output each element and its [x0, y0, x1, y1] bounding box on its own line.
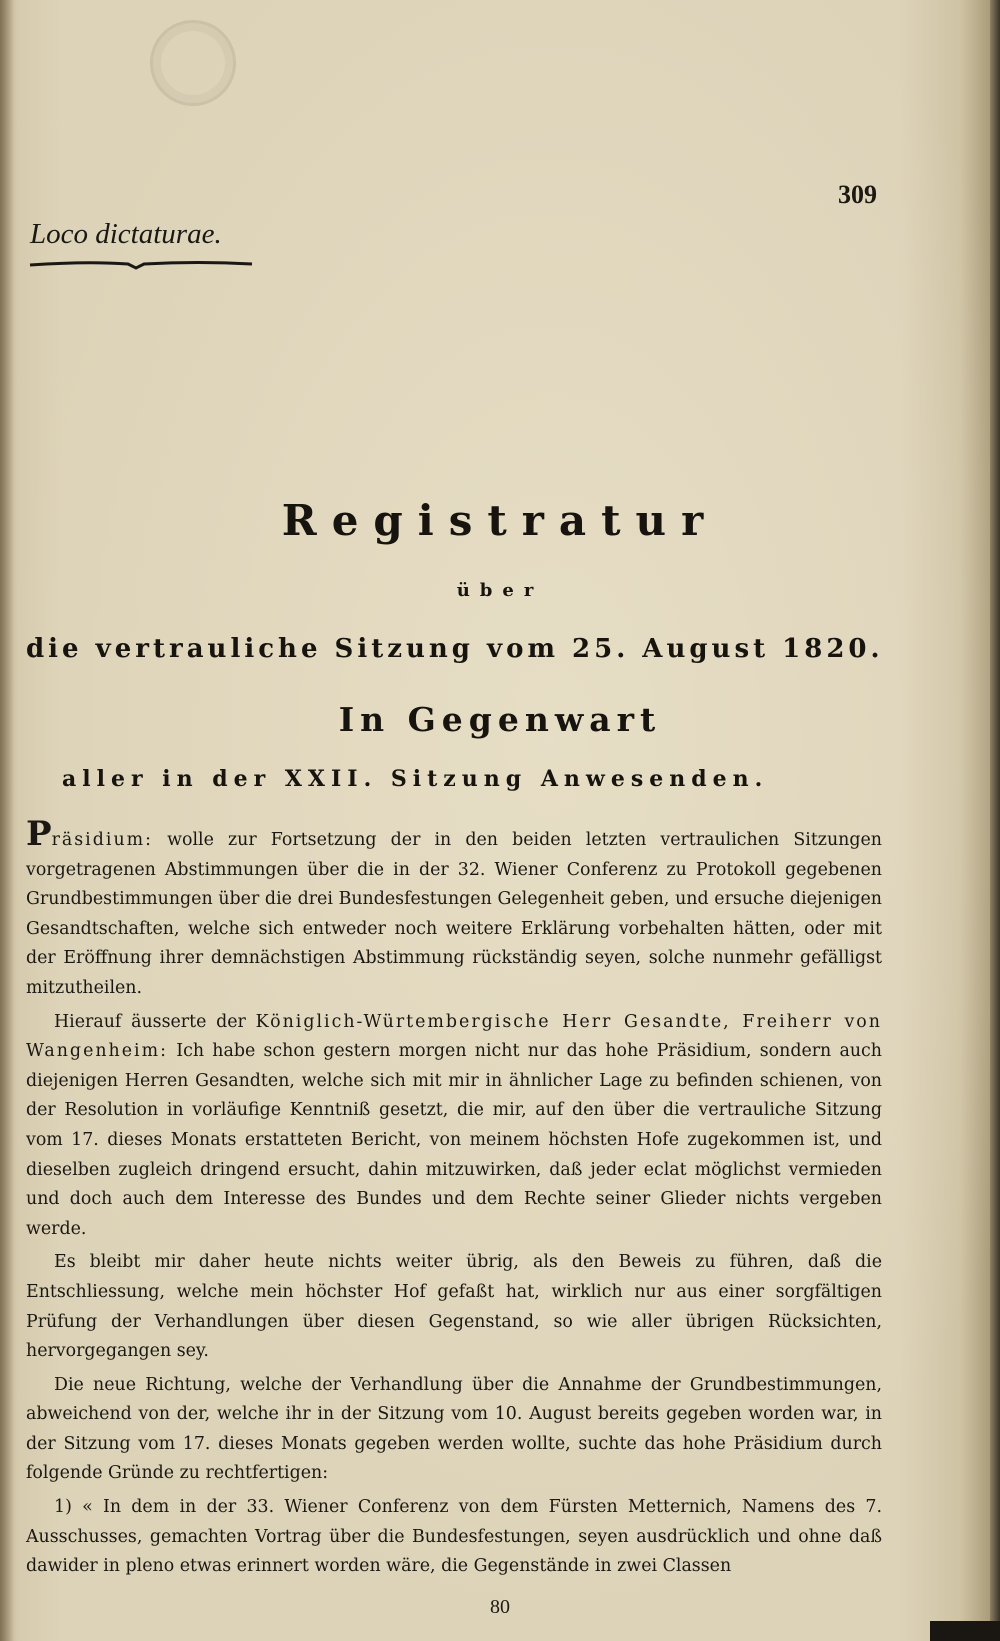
drop-cap: P	[26, 814, 52, 854]
paragraph: Die neue Richtung, welche der Verhandlung über die Annahme der Grundbestimmungen, abweichend von der, welche ihr in der Sitzung vom 10. August bereits gegeben worden war, in der Sitzung vom 17. dieses Monats gegeben werden wollte, suchte das hohe Präsidium durch folgende Gründe zu rechtfertigen:	[26, 1374, 882, 1484]
paragraph-wangenheim	[26, 1008, 882, 1245]
paragraph-text: wolle zur Fortsetzung der in den beiden letzten vertraulichen Sitzungen vorgetragenen Abstimmungen über die in der 32. Wiener Conferenz zu Protokoll gegebenen Grundbestimmungen über die drei Bundesfestungen Gelegenheit geben, und ersuche diejenigen Gesandtschaften, welche sich entweder noch weitere Erklärung vorbehalten hätten, oder mit der Eröffnung ihrer demnächstigen Abstimmung rückständig seyen, solche nunmehr gefälligst mitzutheilen.	[26, 830, 882, 998]
paragraph-text: Ich habe schon gestern morgen nicht nur das hohe Präsidium, sondern auch diejenigen Herren Gesandten, welche sich mit mir in ähnlicher Lage zu befinden schienen, von der Resolution in vorläufige Kenntniß gesetzt, die mir, auf den über die vertrauliche Sitzung vom 17. dieses Monats erstatteten Bericht, von meinem höchsten Hofe zugekommen ist, und dieselben zugleich dringend ersucht, dahin mitzuwirken, daß jeder eclat möglichst vermieden und doch auch dem Interesse des Bundes und dem Rechte seiner Glieder nichts vergeben werde.	[26, 1041, 882, 1239]
decorative-rule	[28, 258, 254, 272]
loco-dictaturae-label: Loco dictaturae.	[30, 218, 222, 250]
title-ueber: über	[456, 580, 544, 601]
paragraph-enumerated: 1) « In dem in der 33. Wiener Conferenz von dem Fürsten Metternich, Namens des 7. Ausschusses, gemachten Vortrag über die Bundesfestungen, seyen ausdrücklich und ohne daß dawider in pleno etwas erinnert worden wäre, die Gegenstände in zwei Classen	[26, 1497, 882, 1577]
title-sitzung-line: die vertrauliche Sitzung vom 25. August 1820.	[26, 634, 884, 664]
paragraph-praesidium	[26, 814, 882, 1004]
body-text	[26, 814, 882, 1586]
title-gegenwart: In Gegenwart	[338, 700, 662, 739]
page-number: 309	[838, 180, 877, 209]
page-edge	[990, 0, 1000, 1641]
page-gutter-shadow	[0, 0, 14, 1641]
signature-number: 80	[490, 1596, 510, 1618]
library-stamp	[150, 20, 236, 106]
speaker-praesidium: räsidium:	[51, 830, 153, 850]
corner-shadow	[930, 1621, 1000, 1641]
speaker-wangenheim: Königlich-Würtembergische Herr Gesandte, Freiherr von Wangenheim:	[26, 1011, 882, 1062]
document-title: Registratur	[281, 496, 719, 545]
title-attendees-line: aller in der XXII. Sitzung Anwesenden.	[62, 766, 769, 792]
paragraph: Es bleibt mir daher heute nichts weiter übrig, als den Beweis zu führen, daß die Entschliessung, welche mein höchster Hof gefaßt hat, wirklich nur aus einer sorgfältigen Prüfung der Verhandlungen über diesen Gegenstand, so wie aller übrigen Rücksichten, hervorgegangen sey.	[26, 1252, 882, 1362]
paragraph-text: Hierauf äusserte der	[54, 1011, 256, 1032]
